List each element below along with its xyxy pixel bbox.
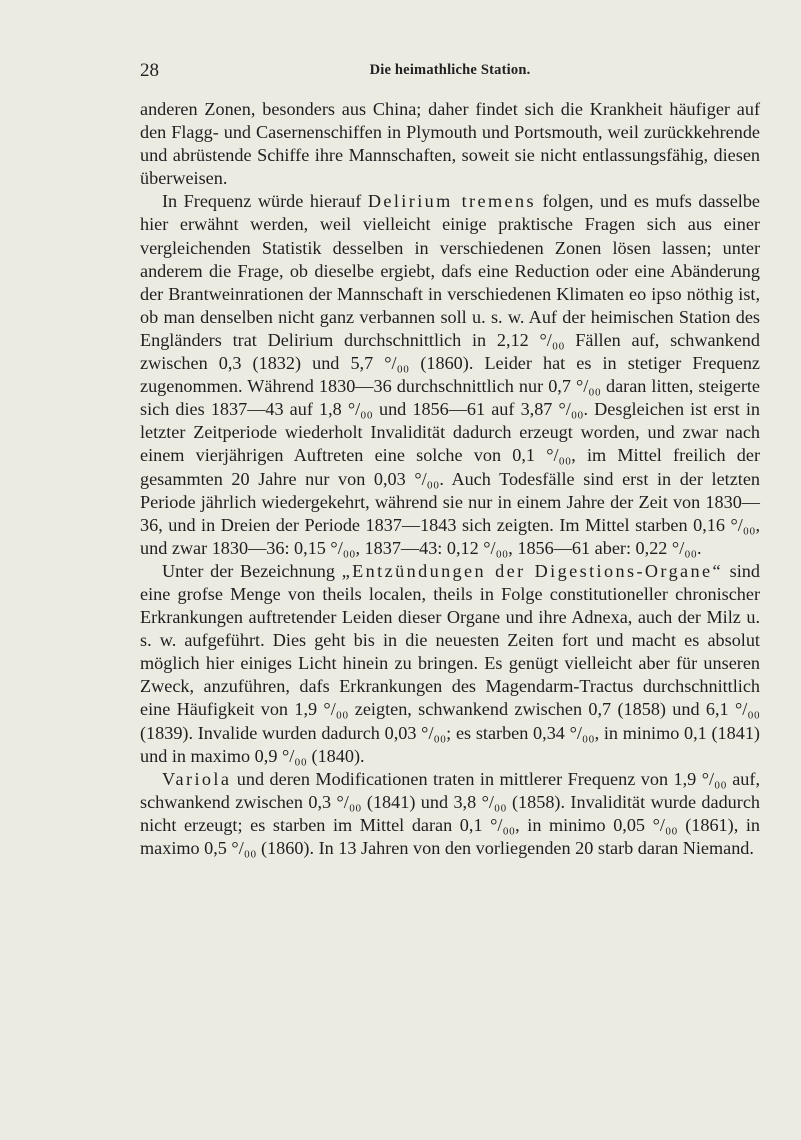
paragraph-1 [140,98,760,190]
running-title: Die heimathliche Station. [369,62,531,78]
paragraph-lead: In Frequenz würde hierauf [162,191,368,212]
paragraph-delirium [140,190,760,560]
paragraph-lead: Unter der Bezeichnung [162,560,342,581]
term-entzuendungen: „Entzündungen der Digestions-Organe“ [341,560,723,581]
body-text [140,98,760,860]
term-delirium-tremens: Delirium tremens [367,191,536,212]
paragraph-digestion [140,560,760,768]
paragraph-1-text: anderen Zonen, besonders aus China; daher findet sich die Krankheit häufiger auf den Flagg- und Casernenschiffen in Plymouth und Portsmouth, weil zurückkehrende und abrüstende Schiffe ihre Mannschaften, soweit sie nicht entlassungsfähig, diesen überweisen. [140,99,760,189]
page-number: 28 [140,60,159,81]
paragraph-text: folgen, und es mufs dasselbe hier erwähnt werden, weil vielleicht einige praktische Fragen sich aus einer vergleichenden Statistik desselben in verschiedenen Zonen lösen lassen; unter anderem die Frage, ob dieselbe ergiebt, dafs eine Reduction oder eine Abänderung der Brantweinrationen der Mannschaft in verschiedenen Klimaten eo ipso nöthig ist, ob man denselben nicht ganz verbannen soll u. s. w. Auf der heimischen Station des Engländers trat Delirium durchschnittlich in 2,12 °/₀₀ Fällen auf, schwankend zwischen 0,3 (1832) und 5,7 °/₀₀ (1860). Leider hat es in stetiger Frequenz zugenommen. Während 1830—36 durchschnittlich nur 0,7 °/₀₀ daran litten, steigerte sich dies 1837—43 auf 1,8 °/₀₀ und 1856—61 auf 3,87 °/₀₀. Desgleichen ist erst in letzter Zeitperiode wiederholt Invalidität dadurch erzeugt worden, und zwar nach einem vierjährigen Auftreten eine solche von 0,1 °/₀₀, im Mittel freilich der gesammten 20 Jahre nur von 0,03 °/₀₀. Auch Todesfälle sind erst in der letzten Periode jährlich wiedergekehrt, während sie nur in einem Jahre der Zeit von 1830—36, und in Dreien der Periode 1837—1843 sich zeigten. Im Mittel starben 0,16 °/₀₀, und zwar 1830—36: 0,15 °/₀₀, 1837—43: 0,12 °/₀₀, 1856—61 aber: 0,22 °/₀₀. [140,191,760,558]
paragraph-variola [140,768,760,860]
page-header [140,60,760,88]
paragraph-text: sind eine grofse Menge von theils localen, theils in Folge constitutioneller chronischer Erkrankungen auftretender Leiden dieser Organe und ihre Adnexa, auch der Milz u. s. w. aufgeführt. Dies geht bis in die neuesten Zeiten fort und macht es absolut möglich hier einiges Licht hinein zu bringen. Es genügt vielleicht aber für unseren Zweck, anzuführen, dafs Erkrankungen des Magendarm-Tractus durchschnittlich eine Häufigkeit von 1,9 °/₀₀ zeigten, schwankend zwischen 0,7 (1858) und 6,1 °/₀₀ (1839). Invalide wurden dadurch 0,03 °/₀₀; es starben 0,34 °/₀₀, in minimo 0,1 (1841) und in maximo 0,9 °/₀₀ (1840). [140,560,760,766]
term-variola: Variola [162,768,232,789]
paragraph-text: und deren Modificationen traten in mittlerer Frequenz von 1,9 °/₀₀ auf, schwankend zwischen 0,3 °/₀₀ (1841) und 3,8 °/₀₀ (1858). Invalidität wurde dadurch nicht erzeugt; es starben im Mittel daran 0,1 °/₀₀, in minimo 0,05 °/₀₀ (1861), in maximo 0,5 °/₀₀ (1860). In 13 Jahren von den vorliegenden 20 starb daran Niemand. [140,768,760,858]
